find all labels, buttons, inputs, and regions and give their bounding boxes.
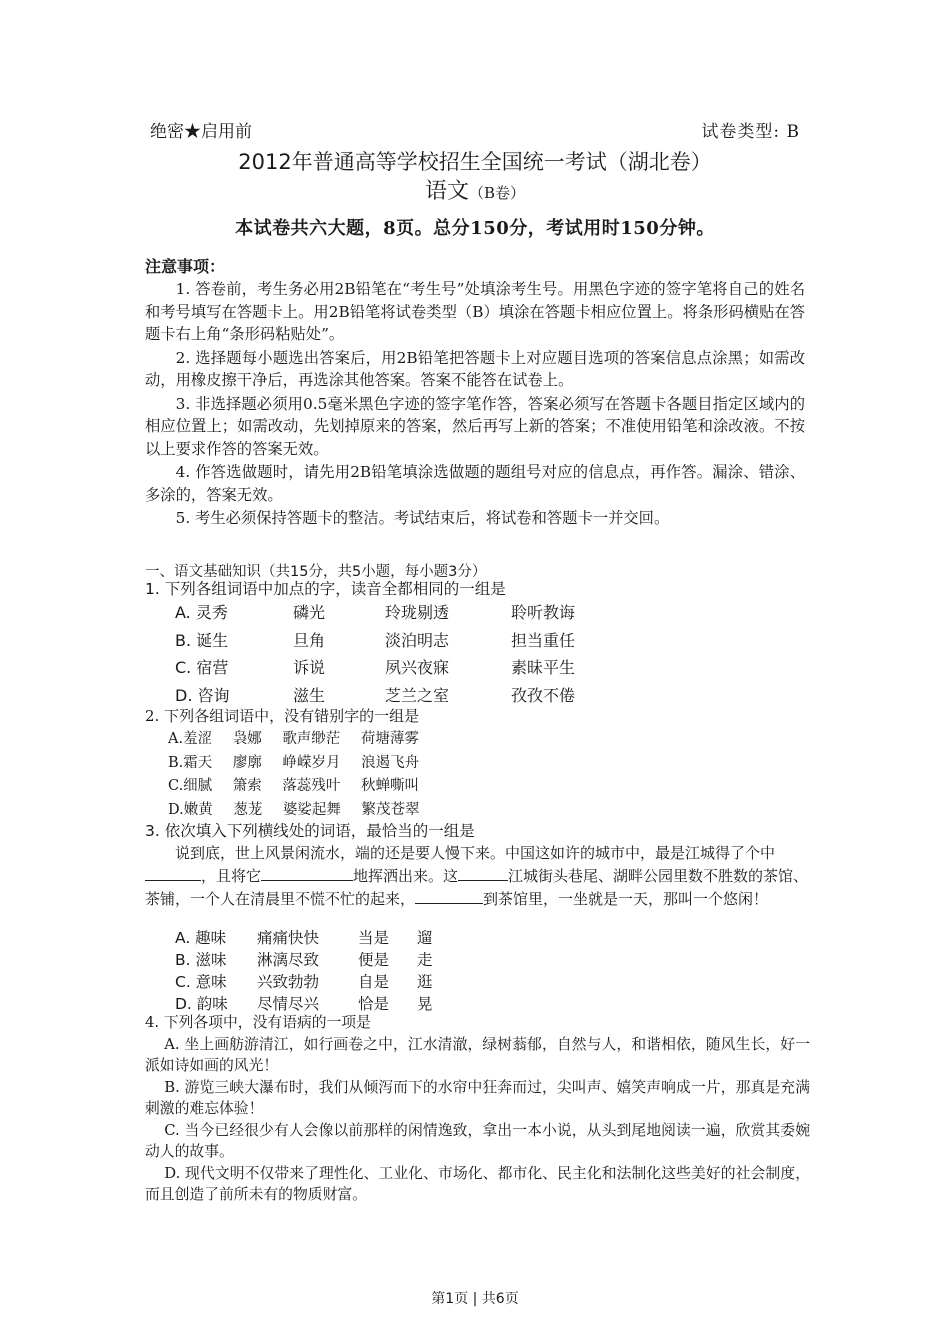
option-word: 芝兰之室: [385, 685, 450, 705]
option-text: D. 现代文明不仅带来了理性化、工业化、市场化、都市化、民主化和法制化这些美好的社会制度，而且创造了前所未有的物质财富。: [145, 1164, 810, 1203]
option-word: 浪遏飞舟: [361, 754, 420, 771]
blank-line: [415, 889, 483, 904]
exam-title: 2012年普通高等学校招生全国统一考试（湖北卷）: [238, 150, 712, 174]
blank-line: [261, 866, 353, 881]
option-text: A. 坐上画舫游清江，如行画卷之中，江水清澈，绿树蓊郁，自然与人，和谐相依，随风生长，好一派如诗如画的风光！: [145, 1035, 810, 1074]
option-word: 晃: [417, 995, 433, 1013]
option-word: C. 宿营: [175, 658, 229, 677]
question-3-passage: [145, 842, 810, 911]
option-text: B. 游览三峡大瀑布时，我们从倾泻而下的水帘中狂奔而过，尖叫声、嬉笑声响成一片，那真是充满刺激的难忘体验！: [145, 1078, 810, 1117]
option-word: D. 咨询: [175, 685, 230, 705]
option-word: 落蕊残叶: [282, 778, 341, 794]
option-word: 自是: [358, 973, 390, 991]
question-stem: 1. 下列各组词语中加点的字，读音全都相同的一组是: [145, 580, 506, 598]
option-word: 淡泊明志: [385, 630, 450, 650]
option-word: D. 韵味: [175, 995, 228, 1013]
option-word: A. 趣味: [175, 929, 227, 947]
option-word: 秋蝉嘶叫: [361, 778, 420, 794]
option-word: C. 意味: [175, 973, 227, 991]
question-2-options: [168, 727, 436, 821]
passage-part: 说到底，世上风景闲流水，端的还是要人慢下来。中国这如许的城市中，最是江城得了个中: [175, 844, 776, 862]
exam-summary: 本试卷共六大题，8页。总分150分，考试用时150分钟。: [235, 218, 715, 239]
option-word: 繁茂苍翠: [361, 801, 420, 818]
option-word: 遛: [417, 929, 433, 947]
section-heading: 一、语文基础知识（共15分，共5小题，每小题3分）: [145, 564, 487, 580]
option-word: 袅娜: [232, 731, 262, 747]
option-word: 磷光: [293, 603, 326, 622]
option-text: C. 当今已经很少有人会像以前那样的闲情逸致，拿出一本小说，从头到尾地阅读一遍，欣赏其委婉动人的故事。: [145, 1121, 810, 1160]
question-1: [145, 578, 810, 600]
notice-item: 2. 选择题每小题选出答案后，用2B铅笔把答题卡上对应题目选项的答案信息点涂黑；如需改动，用橡皮擦干净后，再选涂其他答案。答案不能答在试卷上。: [145, 348, 805, 389]
passage-part: 地挥洒出来。这: [353, 867, 459, 885]
option-word: 诉说: [293, 658, 326, 677]
page-footer: 第1页 | 共6页: [431, 1291, 519, 1307]
option-row: [168, 798, 436, 822]
question-3: [145, 820, 810, 842]
secrecy-label: 绝密★启用前: [150, 122, 252, 142]
option-word: 担当重任: [511, 630, 576, 650]
passage-part: 到茶馆里，一坐就是一天，那叫一个悠闲！: [483, 890, 769, 908]
option-word: A. 灵秀: [175, 603, 228, 622]
option-word: 聆听教诲: [511, 603, 576, 622]
blank-line: [458, 866, 508, 881]
option-word: A.羞涩: [168, 731, 213, 747]
option-word: 痛痛快快: [257, 929, 320, 947]
option-word: 夙兴夜寐: [385, 658, 450, 677]
option-word: 素昧平生: [511, 658, 576, 677]
notice-item: 1. 答卷前，考生务必用2B铅笔在“考生号”处填涂考生号。用黑色字迹的签字笔将自己的姓名和考号填写在答题卡上。用2B铅笔将试卷类型（B）填涂在答题卡相应位置上。将条形码横贴在答题卡右上角“条形码粘贴处”。: [145, 280, 805, 343]
option-word: 逛: [417, 973, 433, 991]
header-line: [150, 117, 800, 143]
option-word: 婆娑起舞: [282, 801, 341, 818]
option-word: 兴致勃勃: [257, 973, 320, 991]
passage-part: ，且将它: [201, 867, 262, 885]
option-word: 箫索: [232, 778, 262, 794]
notice-item: 5. 考生必须保持答题卡的整洁。考试结束后，将试卷和答题卡一并交回。: [175, 509, 670, 527]
option-word: B. 滋味: [175, 951, 227, 969]
subject-version: （B卷）: [468, 184, 526, 202]
option-word: 荷塘薄雾: [360, 731, 419, 747]
option-word: 玲珑剔透: [385, 603, 450, 622]
option-word: C.细腻: [168, 778, 213, 794]
notice-item: 3. 非选择题必须用0.5毫米黑色字迹的签字笔作答，答案必须写在答题卡各题目指定区域内的相应位置上；如需改动，先划掉原来的答案，然后再写上新的答案；不准使用铅笔和涂改液。不按以上要求作答的答案无效。: [145, 394, 805, 458]
question-stem: 2. 下列各组词语中，没有错别字的一组是: [145, 707, 420, 725]
paper-type-label: 试卷类型: B: [701, 122, 800, 142]
option-row: [168, 751, 436, 775]
option-word: 廖廓: [232, 754, 262, 771]
option-word: B. 诞生: [175, 630, 229, 650]
question-stem: 4. 下列各项中，没有语病的一项是: [145, 1014, 371, 1031]
option-row: [168, 774, 436, 798]
subject-name: 语文: [424, 179, 469, 204]
option-word: 走: [417, 951, 433, 969]
option-word: D.嫩黄: [168, 801, 213, 818]
option-word: 孜孜不倦: [511, 685, 576, 705]
option-word: 滋生: [293, 685, 326, 705]
question-2: [145, 705, 810, 727]
option-word: 葱茏: [233, 801, 263, 818]
option-word: 恰是: [358, 995, 390, 1013]
option-word: 峥嵘岁月: [282, 754, 341, 771]
question-4: [145, 1012, 810, 1206]
blank-line: [145, 866, 201, 881]
option-word: 便是: [358, 951, 390, 969]
option-word: 淋漓尽致: [257, 951, 320, 969]
notice-item: 4. 作答选做题时，请先用2B铅笔填涂选做题的题组号对应的信息点，再作答。漏涂、错涂、多涂的，答案无效。: [145, 463, 805, 504]
exam-subject: [0, 174, 950, 205]
option-row: [168, 727, 436, 751]
option-word: 歌声缈茫: [282, 731, 341, 747]
notice-heading: 注意事项：: [145, 257, 226, 276]
question-stem: 3. 依次填入下列横线处的词语，最恰当的一组是: [145, 822, 475, 840]
passage-text: [145, 842, 810, 911]
option-word: 尽情尽兴: [257, 995, 320, 1013]
option-word: B.霜天: [168, 754, 213, 771]
option-word: 旦角: [293, 630, 326, 650]
notice-list: [145, 278, 805, 531]
passage-part: 江城街头巷尾、湖畔公园里数不胜数的茶馆、茶铺，一个人在清晨里不慌不忙的起来，: [145, 867, 809, 908]
option-word: 当是: [358, 929, 390, 947]
